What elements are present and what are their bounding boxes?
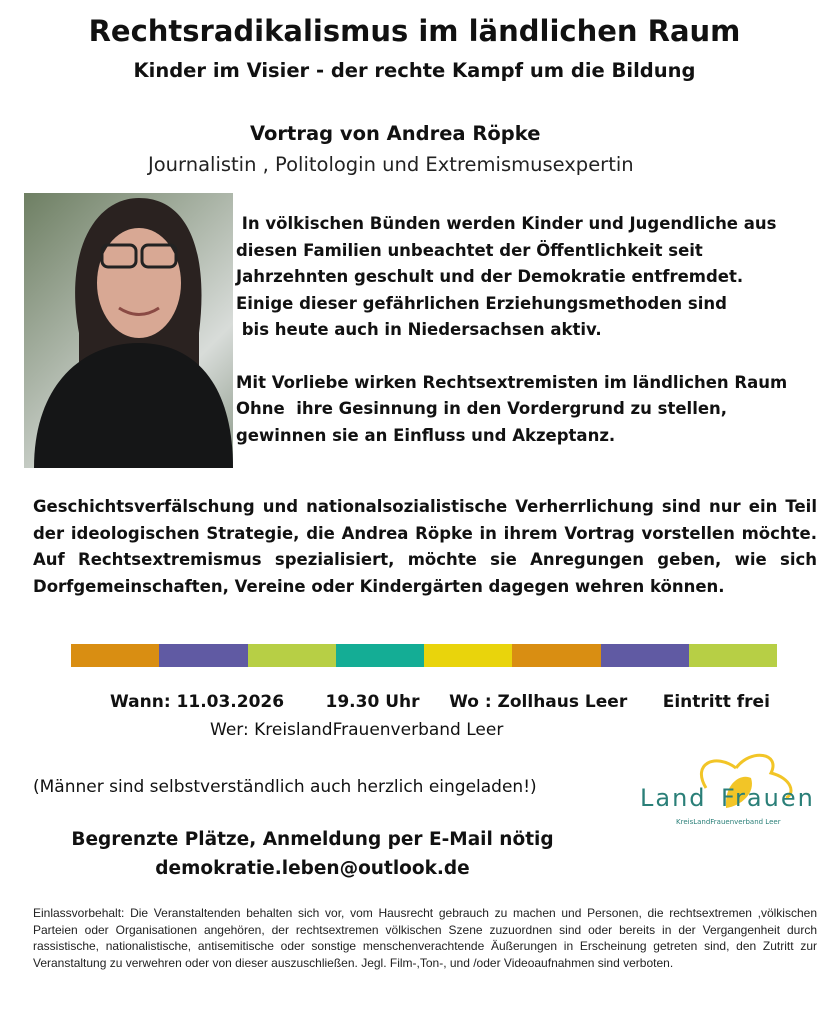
disclaimer-text: Einlassvorbehalt: Die Veranstaltenden behalten sich vor, vom Hausrecht gebrauch zu machen und Personen, die rechtsextremen ,völkischen Parteien oder Organisationen angehören, der rechtsextremen völkischen Szene zuzuordnen sind oder bereits in der Vergangenheit durch rassistische, nationalistische, antisemitische oder sonstige menschenverachtende Äußerungen in Erscheinung getreten sind, den Zutritt zur Veranstaltung zu verwehren oder von dieser auszuschließen. Jegl. Film-,Ton-, und /oder Videoaufnahmen sind verboten. xyxy=(33,906,817,970)
color-bar-segment xyxy=(336,644,424,667)
intro-paragraph-2: Mit Vorliebe wirken Rechtsextremisten im ländlichen Raum Ohne ihre Gesinnung in den Vordergrund zu stellen, gewinnen sie an Einfluss und Akzeptanz. xyxy=(236,372,788,445)
event-organizer: Wer: KreislandFrauenverband Leer xyxy=(210,720,504,740)
registration-info xyxy=(0,825,625,883)
color-bar-segment xyxy=(424,644,512,667)
color-bar xyxy=(71,644,777,667)
page-title: Rechtsradikalismus im ländlichen Raum xyxy=(88,14,741,48)
color-bar-segment xyxy=(512,644,600,667)
event-details: Wann: 11.03.2026 19.30 Uhr Wo : Zollhaus Leer Eintritt frei xyxy=(110,692,770,712)
svg-text:Frauen: Frauen xyxy=(721,784,815,812)
svg-text:KreisLandFrauenverband Leer: KreisLandFrauenverband Leer xyxy=(676,818,781,826)
page-subtitle: Kinder im Visier - der rechte Kampf um die Bildung xyxy=(133,59,696,82)
invitation-note: (Männer sind selbstverständlich auch herzlich eingeladen!) xyxy=(33,777,537,797)
intro-text xyxy=(236,211,816,475)
color-bar-segment xyxy=(601,644,689,667)
body-paragraph: Geschichtsverfälschung und nationalsozialistische Verherrlichung sind nur ein Teil der ideologischen Strategie, die Andrea Röpke in ihrem Vortrag vorstellen möchte. Auf Rechtsextremismus spezialisiert, möchte sie Anregungen geben, wie sich Dorfgemeinschaften, Vereine oder Kindergärten dagegen wehren können. xyxy=(33,497,817,596)
speaker-role: Journalistin , Politologin und Extremismusexpertin xyxy=(148,153,634,176)
svg-text:Land: Land xyxy=(640,784,707,812)
color-bar-segment xyxy=(689,644,777,667)
color-bar-segment xyxy=(248,644,336,667)
bee-icon xyxy=(636,748,826,828)
registration-text: Begrenzte Plätze, Anmeldung per E-Mail nötig xyxy=(71,829,554,850)
color-bar-segment xyxy=(159,644,247,667)
color-bar-segment xyxy=(71,644,159,667)
landfrauen-logo xyxy=(636,748,826,828)
portrait-image xyxy=(24,193,233,468)
registration-email[interactable]: demokratie.leben@outlook.de xyxy=(155,858,470,879)
speaker-name: Vortrag von Andrea Röpke xyxy=(250,122,541,145)
intro-paragraph-1: In völkischen Bünden werden Kinder und Jugendliche aus diesen Familien unbeachtet der Öffentlichkeit seit Jahrzehnten geschult und der Demokratie entfremdet. Einige dieser gefährlichen Erziehungsmethoden sind bis heute auch in Niedersachsen aktiv. xyxy=(236,214,777,339)
speaker-photo xyxy=(24,193,233,468)
